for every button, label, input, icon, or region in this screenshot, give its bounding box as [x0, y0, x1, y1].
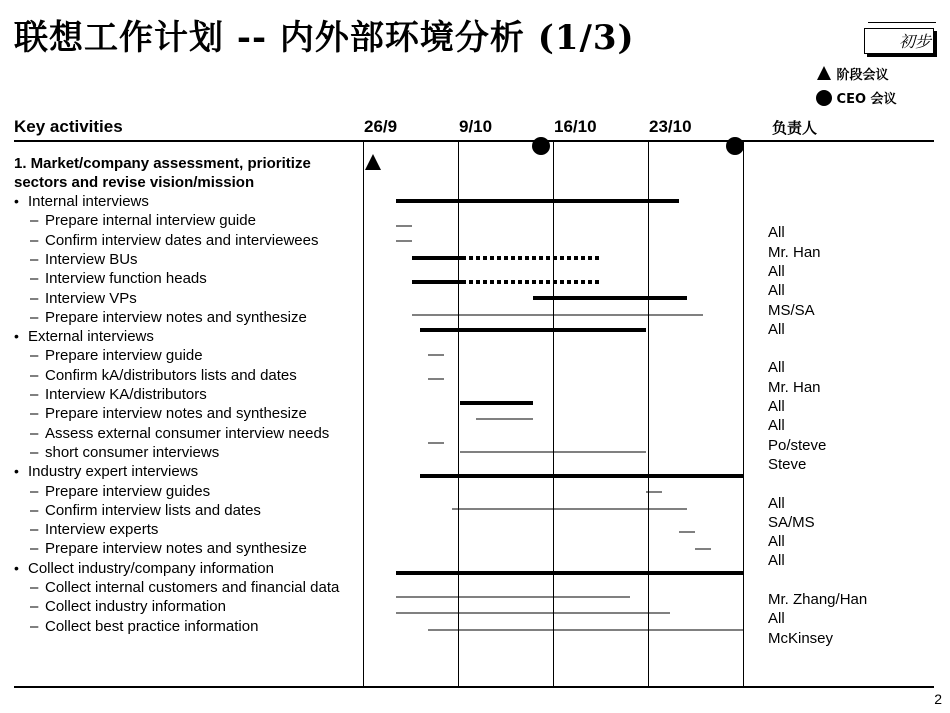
activity-label: Interview VPs	[45, 290, 137, 307]
section-title-line1: 1. Market/company assessment, prioritize	[14, 155, 311, 172]
phase-meeting-marker	[365, 154, 381, 170]
bullet-icon: •	[14, 193, 19, 209]
dash-icon: –	[30, 521, 39, 538]
dash-icon: –	[30, 367, 39, 384]
bullet-icon: •	[14, 328, 19, 344]
legend-phase-label: 阶段会议	[836, 68, 889, 83]
dash-icon: –	[30, 270, 39, 287]
dash-icon: –	[30, 483, 39, 500]
activity-label: Interview experts	[45, 521, 159, 538]
section-title-line2: sectors and revise vision/mission	[14, 174, 255, 191]
grid-line-4	[648, 140, 649, 687]
activity-label: Assess external consumer interview needs	[45, 425, 330, 442]
activity-label: Industry expert interviews	[28, 463, 199, 480]
grid-line-1	[363, 140, 364, 687]
activity-label: Prepare interview notes and synthesize	[45, 405, 307, 422]
activity-label: External interviews	[28, 328, 154, 345]
activity-label: Prepare interview notes and synthesize	[45, 540, 307, 557]
dash-icon: –	[30, 386, 39, 403]
stamp-decoration	[868, 22, 936, 23]
dash-icon: –	[30, 540, 39, 557]
activity-label: Confirm kA/distributors lists and dates	[45, 367, 297, 384]
page-title: 联想工作计划 -- 内外部环境分析 (1/3)	[14, 18, 635, 58]
header-date-1: 26/9	[364, 117, 398, 136]
owner-cell: All	[768, 552, 785, 569]
owner-cell: MS/SA	[768, 302, 815, 319]
dash-icon: –	[30, 232, 39, 249]
grid-line-2	[458, 140, 459, 687]
activity-label: Prepare internal interview guide	[45, 212, 256, 229]
header-date-2: 9/10	[459, 117, 493, 136]
dash-icon: –	[30, 598, 39, 615]
owner-cell: All	[768, 610, 785, 627]
activity-label: Confirm interview lists and dates	[45, 502, 261, 519]
owner-cell: All	[768, 321, 785, 338]
dash-icon: –	[30, 251, 39, 268]
activity-label: Collect industry/company information	[28, 560, 274, 577]
owner-cell: All	[768, 417, 785, 434]
dash-icon: –	[30, 290, 39, 307]
dash-icon: –	[30, 444, 39, 461]
activity-label: Prepare interview guide	[45, 347, 203, 364]
activity-label: Interview BUs	[45, 251, 138, 268]
activity-label: short consumer interviews	[45, 444, 220, 461]
legend-phase-meeting	[816, 64, 889, 83]
owner-cell: All	[768, 398, 785, 415]
legend-ceo-meeting	[816, 88, 897, 107]
footer-rule	[14, 686, 934, 688]
activity-label: Interview KA/distributors	[45, 386, 207, 403]
activity-label: Prepare interview notes and synthesize	[45, 309, 307, 326]
activity-label: Collect best practice information	[45, 618, 259, 635]
circle-icon	[816, 90, 832, 106]
dash-icon: –	[30, 425, 39, 442]
owner-cell: All	[768, 495, 785, 512]
owner-cell: Steve	[768, 456, 807, 473]
owner-cell: All	[768, 359, 785, 376]
activity-label: Collect internal customers and financial data	[45, 579, 340, 596]
activity-label: Confirm interview dates and interviewees	[45, 232, 319, 249]
legend-ceo-label: CEO 会议	[836, 92, 897, 107]
activity-label: Collect industry information	[45, 598, 226, 615]
dash-icon: –	[30, 405, 39, 422]
owner-cell: Mr. Han	[768, 379, 821, 396]
dash-icon: –	[30, 502, 39, 519]
owner-cell: Po/steve	[768, 437, 827, 454]
dash-icon: –	[30, 212, 39, 229]
activity-label: Internal interviews	[28, 193, 149, 210]
page-number: 2	[934, 691, 942, 707]
owner-cell: All	[768, 282, 785, 299]
dash-icon: –	[30, 618, 39, 635]
header-owner: 负责人	[772, 119, 818, 137]
dash-icon: –	[30, 579, 39, 596]
header-date-3: 16/10	[554, 117, 597, 136]
header-date-4: 23/10	[649, 117, 692, 136]
owner-cell: Mr. Zhang/Han	[768, 591, 868, 608]
owner-cell: SA/MS	[768, 514, 815, 531]
bullet-icon: •	[14, 463, 19, 479]
draft-stamp: 初步	[864, 28, 934, 54]
grid-line-3	[553, 140, 554, 687]
owner-cell: All	[768, 224, 785, 241]
activity-label: Interview function heads	[45, 270, 207, 287]
activity-label: Prepare interview guides	[45, 483, 211, 500]
owner-cell: All	[768, 263, 785, 280]
bullet-icon: •	[14, 560, 19, 576]
triangle-icon	[816, 65, 832, 81]
owner-cell: Mr. Han	[768, 244, 821, 261]
grid-line-5	[743, 140, 744, 687]
owner-cell: All	[768, 533, 785, 550]
owner-cell: McKinsey	[768, 630, 834, 647]
header-key-activities: Key activities	[14, 117, 123, 136]
header-rule	[14, 140, 934, 142]
dash-icon: –	[30, 309, 39, 326]
dash-icon: –	[30, 347, 39, 364]
